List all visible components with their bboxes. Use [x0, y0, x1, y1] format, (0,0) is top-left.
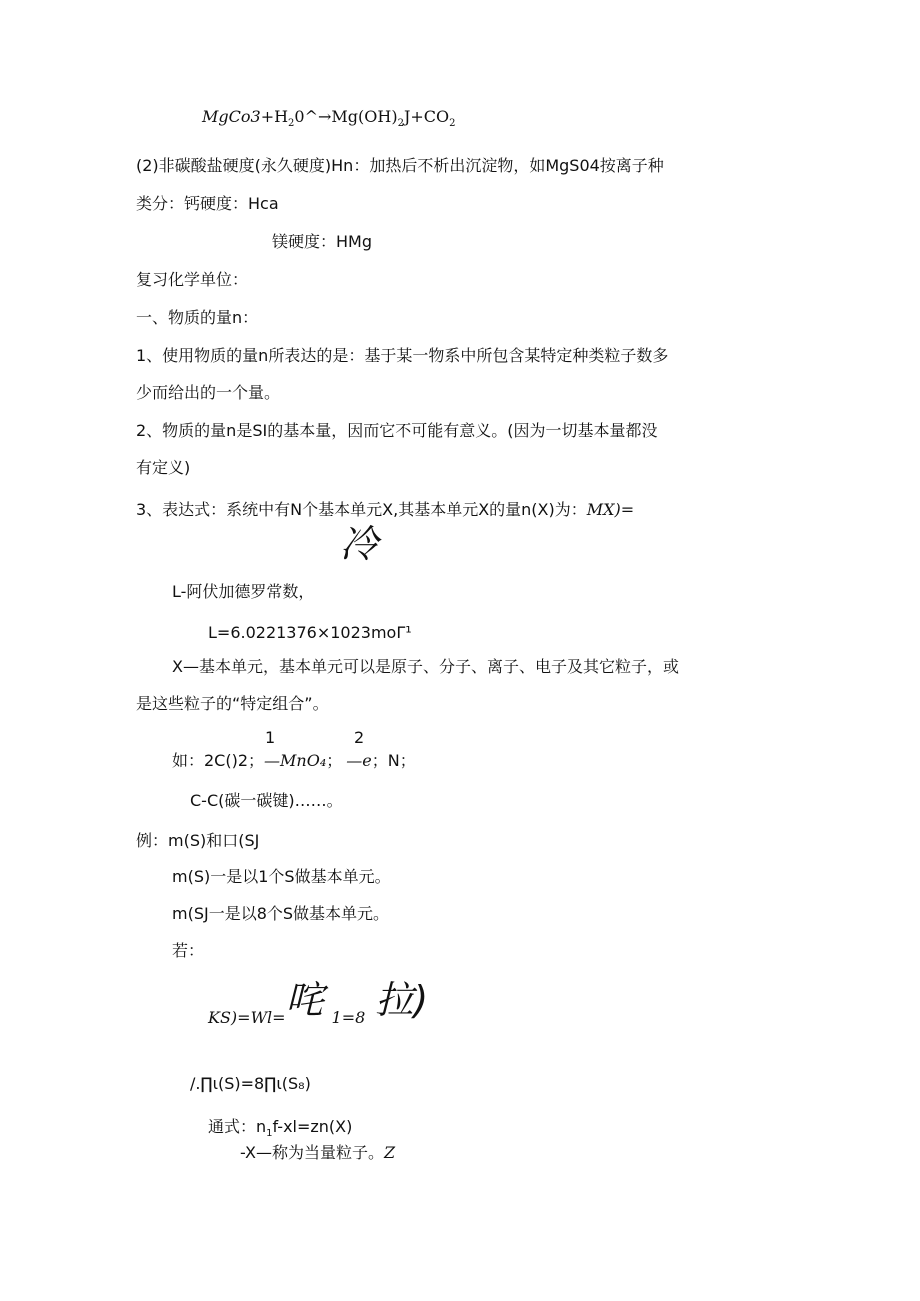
ks-equation	[208, 978, 429, 1027]
avogadro-value: L=6.0221376×1023moΓ¹	[208, 623, 412, 642]
fraction-numerator-1: 1	[265, 728, 276, 747]
eq-co: J+CO	[403, 107, 450, 126]
general-rest: f-xl=zn(X)	[272, 1117, 353, 1136]
examples-line	[172, 750, 416, 772]
relation-line: /.∏ι(S)=8∏ι(S₈)	[190, 1074, 311, 1093]
section-heading: 一、物质的量n：	[136, 308, 259, 327]
example-lead: 如：2C()2；	[172, 751, 265, 770]
equivalent-particle-line	[240, 1142, 395, 1164]
point2-line2: 有定义)	[136, 458, 191, 477]
cc-bond-line: C-C(碳一碳键)……。	[190, 791, 343, 810]
basic-unit-line1: X—基本单元，基本单元可以是原子、分子、离子、电子及其它粒子，或	[172, 657, 679, 676]
example-electron: —e	[346, 751, 372, 770]
example-ms-line: m(S)一是以1个S做基本单元。	[172, 867, 391, 886]
example-msj-line: m(SJ一是以8个S做基本单元。	[172, 904, 390, 923]
eq-sub: 2	[397, 118, 404, 130]
general-formula	[208, 1116, 352, 1145]
eq-sub: 2	[288, 118, 295, 130]
formula-glyph: 冷	[340, 522, 379, 566]
avogadro-label: L-阿伏加德罗常数，	[172, 582, 315, 601]
example-tail: ；N；	[371, 751, 416, 770]
if-label: 若：	[172, 941, 205, 960]
example-heading: 例：m(S)和口(SJ	[136, 831, 260, 850]
point2-line1: 2、物质的量n是SI的基本量，因而它不可能有意义。(因为一切基本量都没	[136, 421, 658, 440]
ks-glyph-1: 咤	[285, 978, 324, 1022]
equivalent-text: -X—称为当量粒子。	[240, 1143, 384, 1162]
example-mno4: —MnO₄	[264, 751, 327, 770]
eq-mgco3: MgCo3	[202, 107, 261, 126]
point1-line2: 少而给出的一个量。	[136, 383, 281, 402]
point3-line	[136, 499, 634, 521]
general-sub: 1	[266, 1128, 273, 1140]
eq-mgoh: 0^→Mg(OH)	[294, 107, 398, 126]
point1-line1: 1、使用物质的量n所表达的是：基于某一物系中所包含某特定种类粒子数多	[136, 346, 669, 365]
example-sep: ；	[326, 751, 343, 770]
eq-h: +H	[260, 107, 289, 126]
review-heading: 复习化学单位：	[136, 270, 249, 289]
general-lead: 通式：n	[208, 1117, 267, 1136]
noncarbonate-hardness-line: (2)非碳酸盐硬度(永久硬度)Hn：加热后不析出沉淀物，如MgS04按离子种	[136, 156, 664, 175]
point3-text: 3、表达式：系统中有N个基本单元X,其基本单元X的量n(X)为：	[136, 500, 587, 519]
magnesium-hardness-line: 镁硬度：HMg	[272, 232, 372, 251]
ks-glyph-2: 拉)	[375, 978, 429, 1022]
fraction-numerator-2: 2	[354, 728, 365, 747]
calcium-hardness-line: 类分：钙硬度：Hca	[136, 194, 279, 213]
point3-formula: MX)=	[586, 500, 635, 519]
top-equation	[202, 106, 456, 135]
equivalent-z: Z	[383, 1143, 396, 1162]
eq-sub: 2	[449, 118, 456, 130]
ks-mid: 1=8	[331, 1008, 366, 1027]
ks-left: KS)=Wl=	[208, 1008, 286, 1027]
basic-unit-line2: 是这些粒子的“特定组合”。	[136, 694, 329, 713]
